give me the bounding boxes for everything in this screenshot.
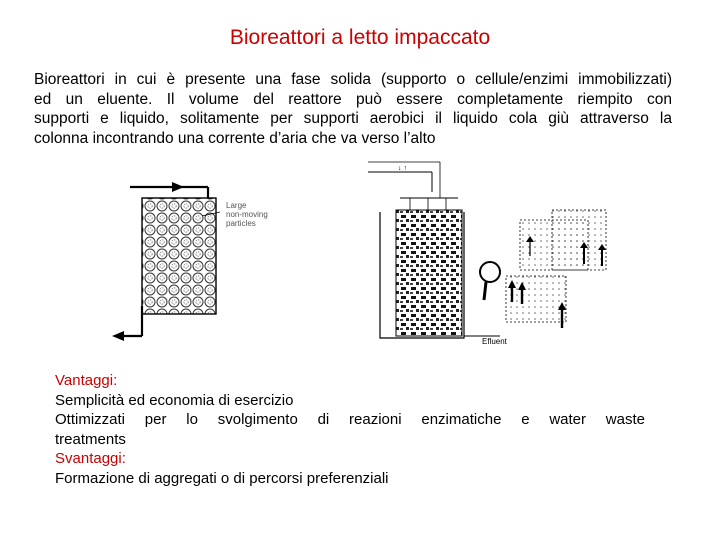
pros-cons-section [55, 371, 645, 488]
magnifier-icon [480, 262, 500, 282]
particles-label-3: particles [226, 219, 256, 228]
intro-line-2: ed un eluente. Il volume del reattore può essere completamente riempito con [34, 90, 672, 108]
magnified-view-lower [506, 276, 566, 322]
inlet-arrow-icon [172, 182, 184, 192]
intro-paragraph [34, 70, 672, 148]
flow-direction-label: ↓ ↑ [398, 165, 407, 172]
intro-line-4: colonna incontrando una corrente d’aria che va verso l’alto [34, 129, 436, 147]
effluent-label: Efluent [482, 337, 507, 346]
advantage-item-2-line-2: treatments [55, 430, 126, 448]
trickle-bed-figure [340, 160, 640, 355]
intro-line-1: Bioreattori in cui è presente una fase solida (supporto o cellule/enzimi immobilizzati) [34, 71, 672, 88]
advantages-heading: Vantaggi: [55, 372, 118, 389]
advantage-item-1: Semplicità ed economia di esercizio [55, 391, 294, 409]
particles-label-1: Large [226, 201, 247, 210]
outlet-arrow-icon [112, 331, 124, 341]
intro-line-3: supporti e liquido, solitamente per supporti aerobici il liquido cola giù attraverso la [34, 110, 672, 127]
packed-bed [396, 210, 462, 336]
advantage-item-2-line-1: Ottimizzati per lo svolgimento di reazioni enzimatiche e water waste [55, 411, 645, 428]
packed-column-figure [108, 176, 298, 348]
page-title: Bioreattori a letto impaccato [229, 26, 491, 49]
disadvantages-heading: Svantaggi: [55, 450, 126, 467]
particles-label-2: non-moving [226, 210, 268, 219]
disadvantage-item-1: Formazione di aggregati o di percorsi preferenziali [55, 469, 389, 487]
